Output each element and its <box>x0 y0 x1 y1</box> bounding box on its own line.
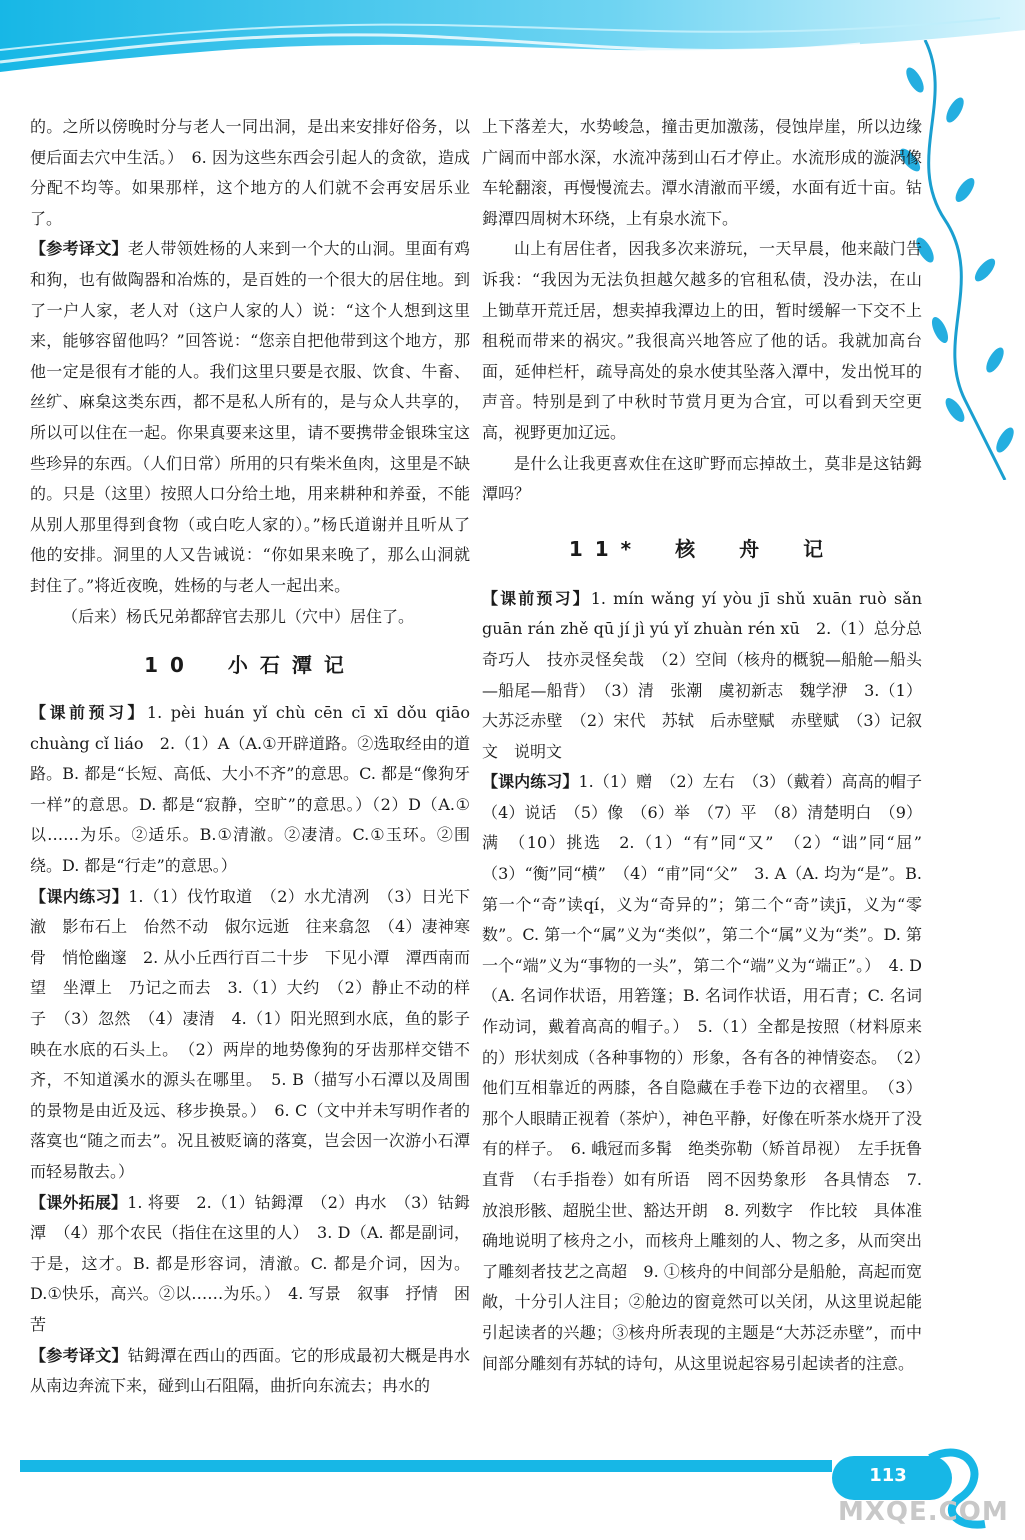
in-class-practice-text: 1.（1）赠 （2）左右 （3）（戴着）高高的帽子 （4）说话 （5）像 （6）举 （7）平 （8）清楚明白 （9）满 （10）挑选 2.（1）“有”同“又” （2）“诎”同“屈” （3）“衡”同“横” （4）“甫”同“父” 3. A（A. 均为“是”。B. 第一个“奇”读qí，义为“奇异的”；第二个“奇”读jī，义为“零数”。C. 第一个“属”义为“类似”，第二个“属”义为“类”。D. 第一个“端”义为“事物的一头”，第二个“端”义为“端正”。） 4. D（A. 名词作状语，用箬篷；B. 名词作状语，用石青；C. 名词作动词，戴着高高的帽子。） 5.（1）全都是按照（材料原来的）形状刻成（各种事物的）形象，各有各的神情姿态。 （2）他们互相靠近的两膝，各自隐藏在手卷下边的衣褶里。 （3）那个人眼睛正视着（茶炉），神色平静，好像在听茶水烧开了没有的样子。 6. 峨冠而多髯 绝类弥勒（矫首昂视） 左手抚鲁直背 （右手指卷）如有所语 罔不因势象形 各具情态 7. 放浪形骸、超脱尘世、豁达开朗 8. 列数字 作比较 具体准确地说明了核舟之小，而核舟上雕刻的人、物之多，从而突出了雕刻者技艺之高超 9. ①核舟的中间部分是船舱，高起而宽敞，十分引人注目；②舱边的窗竟然可以关闭，从这里说起能引起读者的兴趣；③核舟所表现的主题是“大苏泛赤壁”，而中间部分雕刻有苏轼的诗句，从这里说起容易引起读者的注意。 <box>482 772 939 1373</box>
top-wave-band <box>0 0 1025 80</box>
pre-class-preview-text: 1. mín wǎng yí yòu jī shǔ xuān ruò sǎn guān rán zhě qū jí jì yú yǐ zhuàn rén xū 2.（1）总分总 奇巧人 技亦灵怪矣哉 （2）空间（核舟的概貌—船舱—船头—船尾—船背） （3）清 张潮 虞初新志 魏学洢 3.（1）大苏泛赤壁 （2）宋代 苏轼 后赤壁赋 赤壁赋 （3）记叙文 说明文 <box>482 588 939 761</box>
reference-translation-tag: 【参考译文】 <box>30 1345 128 1365</box>
extension-10 <box>30 1188 470 1341</box>
pre-class-preview-11 <box>482 584 939 768</box>
in-class-practice-tag: 【课内练习】 <box>482 772 579 792</box>
right-paragraph-2: 山上有居住者，因我多次来游玩，一天早晨，他来敲门告诉我：“我因为无法负担越欠越多的官租私债，没办法，在山上锄草开荒迁居，想卖掉我潭边上的田，暂时缓解一下交不上租税而带来的祸灾。”我很高兴地答应了他的话。我就加高台面，延伸栏杆，疏导高处的泉水使其坠落入潭中，发出悦耳的声音。特别是到了中秋时节赏月更为合宜，可以看到天空更高，视野更加辽远。 <box>482 239 922 442</box>
in-class-practice-10 <box>30 882 470 1188</box>
lesson-10-title: 10 小石潭记 <box>144 653 356 678</box>
pre-class-preview-text: 1. pèi huán yǐ chù cēn cī xī dǒu qiāo chuàng cǐ liáo 2.（1）A（A.①开辟道路。②选取经由的道路。B. 都是“长短、高低、大小不齐”的意思。C. 都是“像狗牙一样”的意思。D. 都是“寂静，空旷”的意思。）（2）D（A.①以……为乐。②适乐。B.①清澈。②凄清。C.①玉环。②围绕。D. 都是“行走”的意思。） <box>30 703 470 876</box>
reference-translation-2 <box>30 1341 470 1402</box>
reference-translation-text: 老人带领姓杨的人来到一个大的山洞。里面有鸡和狗，也有做陶器和冶炼的，是百姓的一个很大的居住地。到了一户人家，老人对（这户人家的人）说：“这个人想到这里来，能够容留他吗？”回答说：“您亲自把他带到这个地方，那他一定是很有才能的人。我们这里只要是衣服、饮食、牛畜、丝纩、麻枲这类东西，都不是私人所有的，是与众人共享的，所以可以住在一起。你果真要来这里，请不要携带金银珠宝这些珍异的东西。（人们日常）所用的只有柴米鱼肉，这里是不缺的。只是（这里）按照人口分给土地，用来耕种和养蚕，不能从别人那里得到食物（或白吃人家的）。”杨氏道谢并且听从了他的安排。洞里的人又告诫说：“你如果来晚了，那么山洞就封住了。”将近夜晚，姓杨的与老人一起出来。 <box>30 239 471 595</box>
top-wave-graphic <box>0 0 1025 80</box>
extension-text: 1. 将要 2.（1）钴鉧潭 （2）冉水 （3）钴鉧潭 （4）那个农民（指住在这里的人） 3. D（A. 都是副词，于是，这才。B. 都是形容词，清澈。C. 都是介词，因为。D.①快乐，高兴。②以……为乐。） 4. 写景 叙事 抒情 困苦 <box>30 1192 470 1334</box>
pre-class-preview-tag: 【课前预习】 <box>482 588 591 608</box>
right-paragraph-3: 是什么让我更喜欢住在这旷野而忘掉故土，莫非是这钴鉧潭吗？ <box>482 453 922 504</box>
in-class-practice-11 <box>482 767 939 1379</box>
right-column <box>482 112 939 1379</box>
reference-translation-1 <box>30 234 470 601</box>
extension-tag: 【课外拓展】 <box>30 1192 128 1212</box>
pre-class-preview-10 <box>30 698 470 882</box>
reference-translation-text: 钴鉧潭在西山的西面。它的形成最初大概是冉水从南边奔流下来，碰到山石阻隔，曲折向东流去；冉水的 <box>30 1345 470 1396</box>
pre-class-preview-tag: 【课前预习】 <box>30 703 147 723</box>
in-class-practice-tag: 【课内练习】 <box>30 886 129 906</box>
in-class-practice-text: 1.（1）伐竹取道 （2）水尤清冽 （3）日光下澈 影布石上 佁然不动 俶尔远逝 往来翕忽 （4）凄神寒骨 悄怆幽邃 2. 从小丘西行百二十步 下见小潭 潭西南而望 坐潭上 乃记之而去 3.（1）大约 （2）静止不动的样子 （3）忽然 （4）凄清 4.（1）阳光照到水底，鱼的影子映在水底的石头上。 （2）两岸的地势像狗的牙齿那样交错不齐，不知道溪水的源头在哪里。 5. B（描写小石潭以及周围的景物是由近及远、移步换景。） 6. C（文中并未写明作者的落寞也“随之而去”。况且被贬谪的落寞，岂会因一次游小石潭而轻易散去。） <box>30 886 470 1181</box>
watermark: MXQE.COM <box>838 1497 1009 1527</box>
left-column <box>30 112 470 1402</box>
page-number: 113 <box>869 1465 907 1486</box>
reference-translation-tag: 【参考译文】 <box>30 239 128 259</box>
left-paragraph-1: 的。之所以傍晚时分与老人一同出洞，是出来安排好俗务，以便后面去穴中生活。） 6. 因为这些东西会引起人的贪欲，造成分配不均等。如果那样，这个地方的人们就不会再安居乐业了。 <box>30 117 470 228</box>
lesson-11-title: 11* 核 舟 记 <box>568 536 836 561</box>
right-paragraph-1: 上下落差大，水势峻急，撞击更加激荡，侵蚀岸崖，所以边缘广阔而中部水深，水流冲荡到山石才停止。水流形成的漩涡像车轮翻滚，再慢慢流去。潭水清澈而平缓，水面有近十亩。钴鉧潭四周树木环绕，上有泉水流下。 <box>482 117 922 228</box>
left-paragraph-3: （后来）杨氏兄弟都辞官去那儿（穴中）居住了。 <box>62 606 415 626</box>
